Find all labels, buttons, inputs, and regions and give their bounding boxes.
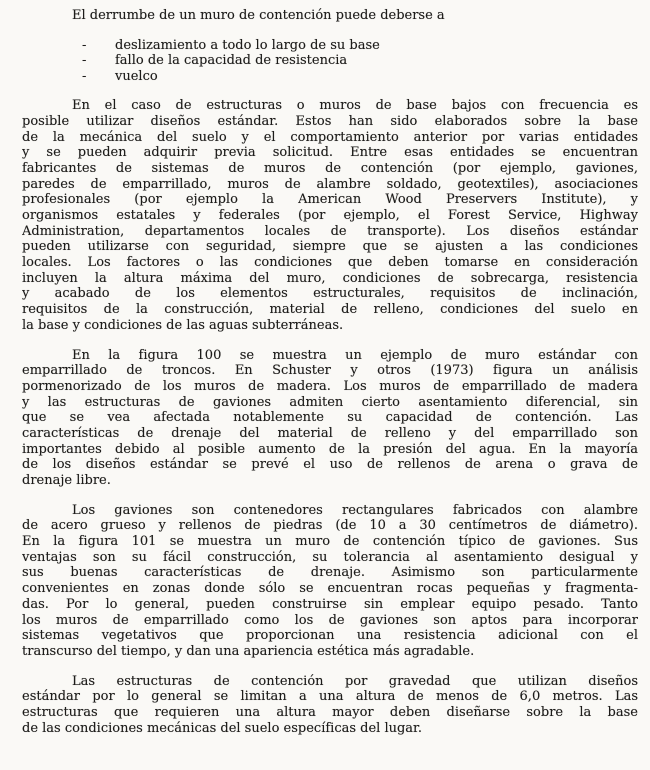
- paragraph: [22, 98, 638, 333]
- text-line: Administration, departamentos locales de transporte). Los diseños estándar: [22, 223, 638, 239]
- text-line: la base y condiciones de las aguas subterráneas.: [22, 317, 344, 333]
- list-item-text: vuelco: [115, 68, 158, 84]
- text-line: transcurso del tiempo, y dan una apariencia estética más agradable.: [22, 643, 475, 659]
- text-line: pormenorizado de los muros de madera. Los muros de emparrillado de madera: [22, 378, 638, 394]
- text-line: estructuras que requieren una altura mayor deben diseñarse sobre la base: [22, 704, 638, 720]
- text-line: Los gaviones son contenedores rectangulares fabricados con alambre: [72, 502, 638, 518]
- text-line: El derrumbe de un muro de contención puede deberse a: [72, 8, 445, 23]
- dash-bullet: -: [82, 68, 87, 84]
- text-line: de la mecánica del suelo y el comportamiento anterior por varias entidades: [22, 129, 638, 145]
- text-line: características de drenaje del material de relleno y del emparrillado son: [22, 425, 638, 441]
- paragraph: [22, 348, 638, 489]
- text-line: que se vea afectada notablemente su capacidad de contención. Las: [22, 410, 638, 426]
- text-line: de acero grueso y rellenos de piedras (de 10 a 30 centímetros de diámetro).: [22, 518, 638, 534]
- text-line: y acabado de los elementos estructurales, requisitos de inclinación,: [22, 286, 638, 302]
- text-line: los muros de emparrillado como los de gaviones son aptos para incorporar: [22, 612, 638, 628]
- text-line: En el caso de estructuras o muros de base bajos con frecuencia es: [72, 98, 638, 114]
- text-line: incluyen la altura máxima del muro, condiciones de sobrecarga, resistencia: [22, 270, 638, 286]
- text-line: convenientes en zonas donde sólo se encuentran rocas pequeñas y fragmenta-: [22, 581, 638, 597]
- text-line: das. Por lo general, pueden construirse sin emplear equipo pesado. Tanto: [22, 596, 638, 612]
- list-item: [22, 53, 638, 69]
- text-line: requisitos de la construcción, material de relleno, condiciones del suelo en: [22, 302, 638, 318]
- text-line: sistemas vegetativos que proporcionan una resistencia adicional con el: [22, 628, 638, 644]
- text-line: ventajas son su fácil construcción, su tolerancia al asentamiento desigual y: [22, 549, 638, 565]
- text-line: y se pueden adquirir previa solicitud. Entre esas entidades se encuentran: [22, 145, 638, 161]
- text-line: En la figura 100 se muestra un ejemplo de muro estándar con: [72, 347, 638, 363]
- list-item-text: deslizamiento a todo lo largo de su base: [115, 37, 380, 53]
- document-content: [22, 8, 638, 736]
- text-line: de las condiciones mecánicas del suelo específicas del lugar.: [22, 720, 422, 736]
- list-item: [22, 69, 638, 85]
- text-line: fabricantes de sistemas de muros de contención (por ejemplo, gaviones,: [22, 160, 638, 176]
- text-line: profesionales (por ejemplo la American Wood Preservers Institute), y: [22, 192, 638, 208]
- list-item-text: fallo de la capacidad de resistencia: [115, 53, 348, 69]
- text-line: drenaje libre.: [22, 473, 111, 488]
- text-line: paredes de emparrillado, muros de alambre soldado, geotextiles), asociaciones: [22, 176, 638, 192]
- text-line: posible utilizar diseños estándar. Estos han sido elaborados sobre la base: [22, 113, 638, 129]
- text-line: organismos estatales y federales (por ejemplo, el Forest Service, Highway: [22, 208, 638, 223]
- paragraph: [22, 674, 638, 737]
- text-line: Las estructuras de contención por gravedad que utilizan diseños: [72, 673, 638, 689]
- text-line: sus buenas características de drenaje. Asimismo son particularmente: [22, 565, 638, 581]
- paragraph: [22, 8, 638, 24]
- paragraph: [22, 503, 638, 660]
- list-item: [22, 38, 638, 54]
- dash-list: [22, 38, 638, 85]
- text-line: pueden utilizarse con seguridad, siempre que se ajusten a las condiciones: [22, 239, 638, 255]
- text-line: estándar por lo general se limitan a una altura de menos de 6,0 metros. Las: [22, 689, 638, 705]
- text-line: importantes debido al posible aumento de la presión del agua. En la mayoría: [22, 441, 638, 457]
- text-line: En la figura 101 se muestra un muro de contención típico de gaviones. Sus: [22, 534, 638, 550]
- dash-bullet: -: [82, 53, 87, 69]
- text-line: de los diseños estándar se prevé el uso de rellenos de arena o grava de: [22, 457, 638, 473]
- dash-bullet: -: [82, 37, 87, 53]
- text-line: emparrillado de troncos. En Schuster y otros (1973) figura un análisis: [22, 363, 638, 379]
- text-line: locales. Los factores o las condiciones que deben tomarse en consideración: [22, 255, 638, 271]
- text-line: y las estructuras de gaviones admiten cierto asentamiento diferencial, sin: [22, 394, 638, 410]
